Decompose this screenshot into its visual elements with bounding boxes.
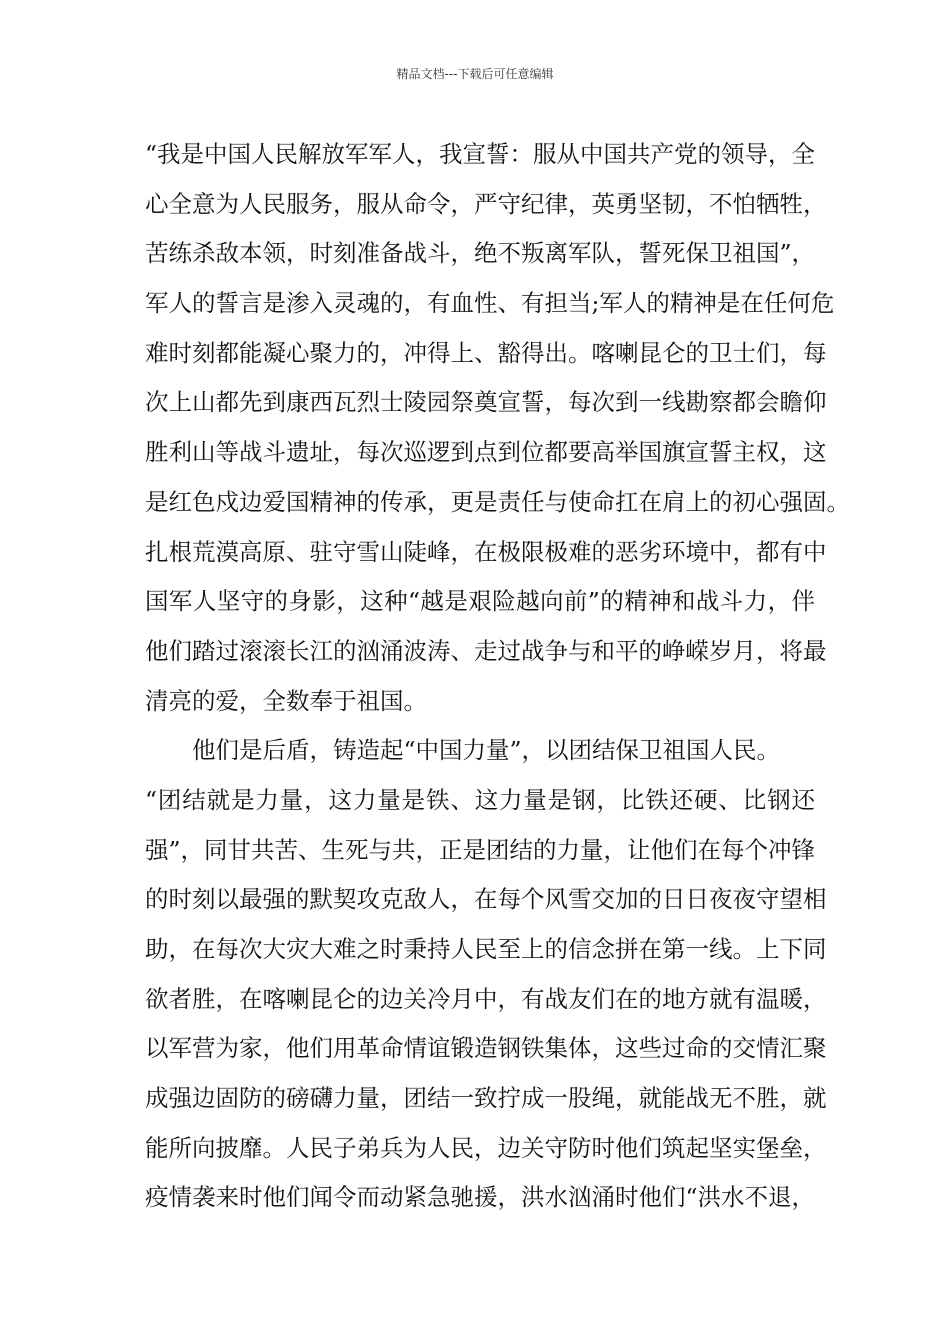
paragraph-2 (145, 726, 827, 1223)
text-line: 他们是后盾，铸造起“中国力量”，以团结保卫祖国人民。 (192, 736, 781, 765)
text-line: 成强边固防的磅礴力量，团结一致拧成一股绳，就能战无不胜，就 (145, 1084, 827, 1113)
text-line: 心全意为人民服务，服从命令，严守纪律，英勇坚韧，不怕牺牲， (145, 189, 827, 218)
text-line: 的时刻以最强的默契攻克敌人，在每个风雪交加的日日夜夜守望相 (145, 885, 827, 914)
page-header: 精品文档---下载后可任意编辑 (396, 67, 554, 81)
text-line: 次上山都先到康西瓦烈士陵园祭奠宣誓，每次到一线勘察都会瞻仰 (145, 388, 827, 417)
text-line: 疫情袭来时他们闻令而动紧急驰援，洪水汹涌时他们“洪水不退， (145, 1183, 816, 1212)
text-line: 清亮的爱，全数奉于祖国。 (145, 686, 427, 715)
text-line: 难时刻都能凝心聚力的，冲得上、豁得出。喀喇昆仑的卫士们，每 (145, 338, 827, 367)
text-line: 苦练杀敌本领，时刻准备战斗，绝不叛离军队，誓死保卫祖国”， (145, 239, 816, 268)
text-line: 扎根荒漠高原、驻守雪山陡峰，在极限极难的恶劣环境中，都有中 (145, 537, 827, 566)
text-line: “我是中国人民解放军军人，我宣誓：服从中国共产党的领导，全 (145, 140, 816, 168)
text-line: 强”，同甘共苦、生死与共，正是团结的力量，让他们在每个冲锋 (145, 835, 816, 864)
document-body (145, 130, 850, 1223)
text-line: 军人的誓言是渗入灵魂的，有血性、有担当;军人的精神是在任何危 (145, 289, 835, 318)
text-line: 能所向披靡。人民子弟兵为人民，边关守防时他们筑起坚实堡垒， (145, 1133, 827, 1162)
text-line: 胜利山等战斗遗址，每次巡逻到点到位都要高举国旗宣誓主权，这 (145, 438, 827, 467)
paragraph-1 (145, 130, 850, 726)
text-line: 国军人坚守的身影，这种“越是艰险越向前”的精神和战斗力，伴 (145, 587, 815, 616)
text-line: 以军营为家，他们用革命情谊锻造钢铁集体，这些过命的交情汇聚 (145, 1034, 827, 1063)
text-line: 欲者胜，在喀喇昆仑的边关冷月中，有战友们在的地方就有温暖， (145, 984, 827, 1013)
text-line: 助，在每次大灾大难之时秉持人民至上的信念拼在第一线。上下同 (145, 935, 827, 963)
text-line: “团结就是力量，这力量是铁、这力量是钢，比铁还硬、比钢还 (145, 785, 815, 814)
text-line: 是红色戍边爱国精神的传承，更是责任与使命扛在肩上的初心强固。 (145, 487, 850, 516)
text-line: 他们踏过滚滚长江的汹涌波涛、走过战争与和平的峥嵘岁月，将最 (145, 636, 827, 665)
